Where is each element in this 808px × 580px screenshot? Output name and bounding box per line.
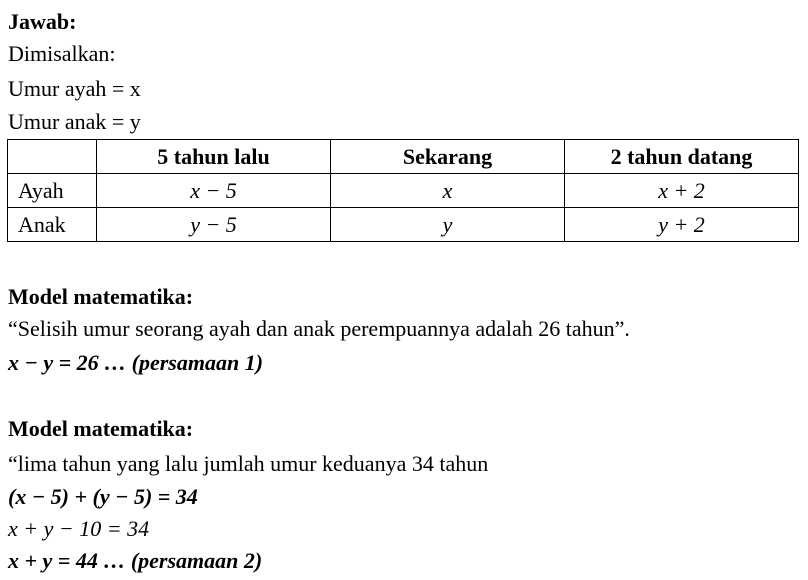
- table-header-cell: [8, 140, 97, 174]
- model-2-statement: “lima tahun yang lalu jumlah umur keduanya 34 tahun: [8, 451, 489, 476]
- table-cell: y: [331, 208, 565, 242]
- table-cell: y − 5: [97, 208, 331, 242]
- variable-child: Umur anak = y: [8, 109, 141, 134]
- variable-father: Umur ayah = x: [8, 76, 141, 101]
- model-2-equation: x + y = 44 … (persamaan 2): [8, 548, 263, 573]
- table-header-cell: 2 tahun datang: [565, 140, 799, 174]
- model-2-title: Model matematika:: [8, 416, 194, 441]
- table-header-cell: 5 tahun lalu: [97, 140, 331, 174]
- row-label: Ayah: [8, 174, 97, 208]
- table-header-cell: Sekarang: [331, 140, 565, 174]
- heading: Jawab:: [8, 9, 77, 34]
- model-1-title: Model matematika:: [8, 284, 194, 309]
- row-label: Anak: [8, 208, 97, 242]
- model-1-statement: “Selisih umur seorang ayah dan anak perempuannya adalah 26 tahun”.: [8, 316, 630, 341]
- table-cell: x + 2: [565, 174, 799, 208]
- model-2-step-2: x + y − 10 = 34: [8, 516, 150, 541]
- table-row: [8, 208, 799, 242]
- table-row: [8, 174, 799, 208]
- model-2-step-1: (x − 5) + (y − 5) = 34: [8, 484, 198, 509]
- table-cell: x: [331, 174, 565, 208]
- model-1-equation: x − y = 26 … (persamaan 1): [8, 350, 264, 375]
- age-table: [7, 139, 799, 242]
- table-header-row: [8, 140, 799, 174]
- intro-text: Dimisalkan:: [8, 41, 116, 66]
- table-cell: y + 2: [565, 208, 799, 242]
- table-cell: x − 5: [97, 174, 331, 208]
